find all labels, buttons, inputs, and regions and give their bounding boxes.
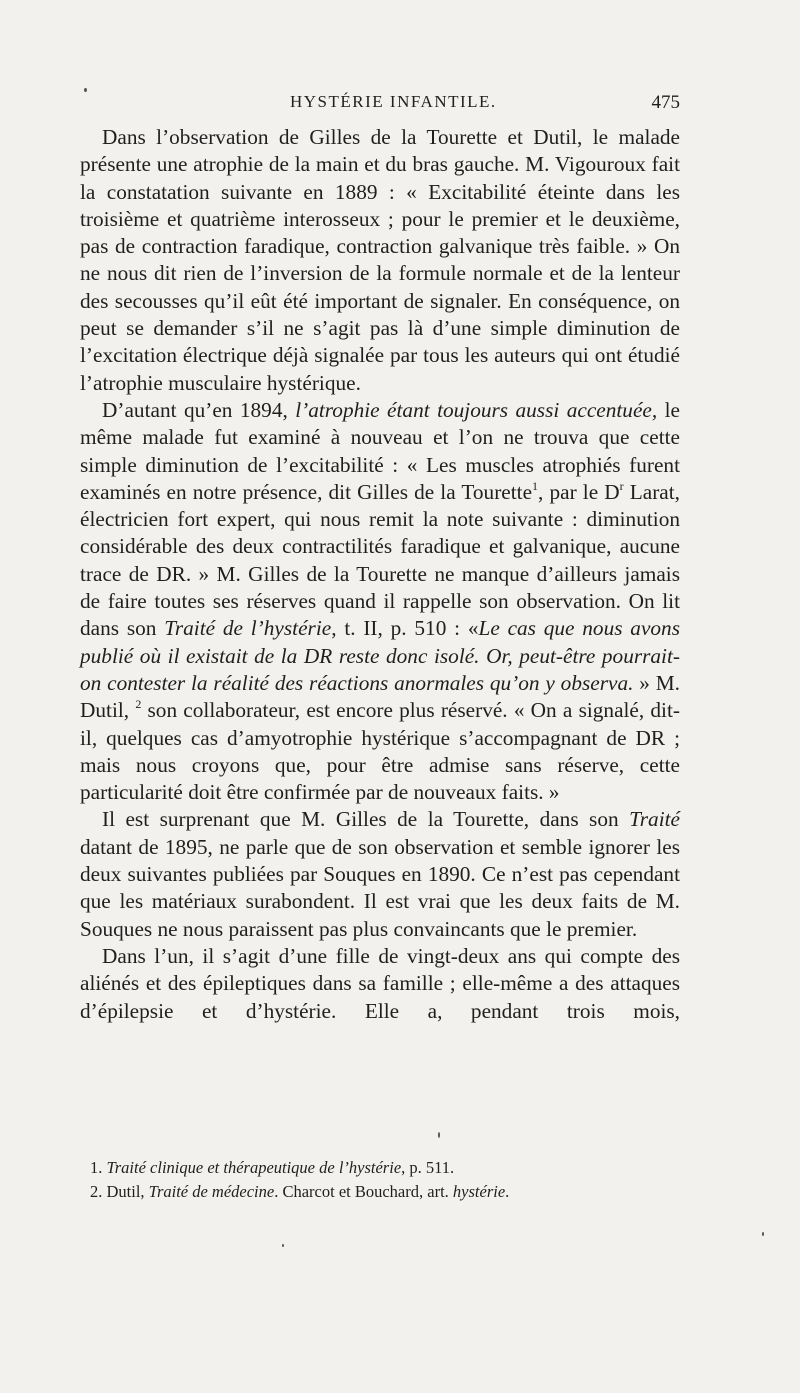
paragraph-2 bbox=[80, 397, 680, 806]
footnote-text: , p. 511. bbox=[401, 1158, 455, 1177]
superscript-r: r bbox=[619, 478, 624, 493]
text-span: , par le D bbox=[538, 479, 620, 504]
italic-span: Traité de l’hystérie bbox=[164, 616, 332, 641]
paper-speck bbox=[282, 1244, 284, 1247]
footnote-text: . Charcot et Bouchard, art. bbox=[274, 1182, 453, 1201]
paper-speck bbox=[84, 88, 87, 92]
text-span: Larat, électricien fort expert, qui nous remit la note suivante : diminution considérable des deux contractilités faradique et galvanique, aucune trace de DR. » M. Gilles de la Tourette ne manque d’ailleurs jamais de faire toutes ses réserves quand il rappelle son observation. On lit dans son bbox=[80, 479, 680, 641]
page-header bbox=[80, 92, 680, 114]
italic-span: Traité bbox=[629, 807, 680, 832]
footnotes bbox=[90, 1156, 690, 1204]
footnote-text: . bbox=[505, 1182, 510, 1201]
footnote-number: 1. bbox=[90, 1158, 103, 1177]
paragraph-3 bbox=[80, 806, 680, 942]
footnote-article: hystérie bbox=[452, 1182, 506, 1201]
text-span: son collaborateur, est encore plus réservé. « On a signalé, dit-il, quelques cas d’amyotrophie hystérique s’accompagnant de DR ; mais nous croyons que, pour être admise sans réserve, cette particularité doit être confirmée par de nouveaux faits. » bbox=[80, 698, 680, 805]
footnote-title: Traité clinique et thérapeutique de l’hystérie bbox=[106, 1158, 402, 1177]
footnote-ref-2[interactable]: 2 bbox=[135, 697, 142, 712]
text-span: » M. Dutil, bbox=[80, 670, 680, 723]
running-title: HYSTÉRIE INFANTILE. bbox=[290, 92, 497, 111]
text-span: , t. II, p. 510 : « bbox=[331, 616, 479, 641]
footnote-ref-1[interactable]: 1 bbox=[532, 478, 539, 493]
paper-speck bbox=[438, 1132, 440, 1138]
footnote-2 bbox=[90, 1180, 690, 1204]
footnote-title: Traité de médecine bbox=[148, 1182, 275, 1201]
body-text bbox=[80, 124, 680, 1025]
paragraph-4: Dans l’un, il s’agit d’une fille de vingt-deux ans qui compte des aliénés et des épileptiques dans sa famille ; elle-même a des attaques d’épilepsie et d’hystérie. Elle a, pendant trois mois, bbox=[80, 943, 680, 1023]
italic-quote: Le cas que nous avons publié où il existait de la DR reste donc isolé. Or, peut-être pourrait-on contester la réalité des réactions anormales qu’on y observa. bbox=[80, 616, 680, 695]
text-span: Il est surprenant que M. Gilles de la Tourette, dans son bbox=[102, 807, 630, 832]
footnote-1 bbox=[90, 1156, 690, 1180]
page-number: 475 bbox=[651, 92, 680, 113]
text-span: D’autant qu’en 1894, bbox=[102, 397, 296, 422]
paper-speck bbox=[762, 1232, 764, 1236]
text-span: datant de 1895, ne parle que de son observation et semble ignorer les deux suivantes publiées par Souques en 1890. Ce n’est pas cependant que les matériaux surabondent. Il est vrai que les deux faits de M. Souques ne nous paraissent pas plus convaincants que le premier. bbox=[80, 834, 680, 941]
footnote-number: 2. bbox=[90, 1182, 103, 1201]
text-span: le même malade fut examiné à nouveau et l’on ne trouva que cette simple diminution de l’excitabilité : « Les muscles atrophiés furent examinés en notre présence, dit Gilles de la Tourette bbox=[80, 397, 681, 504]
footnote-text: Dutil, bbox=[106, 1182, 149, 1201]
paragraph-1: Dans l’observation de Gilles de la Tourette et Dutil, le malade présente une atrophie de la main et du bras gauche. M. Vigouroux fait la constatation suivante en 1889 : « Excitabilité éteinte dans les troisième et quatrième interosseux ; pour le premier et le deuxième, pas de contraction faradique, contraction galvanique très faible. » On ne nous dit rien de l’inversion de la formule normale et de la lenteur des secousses qu’il eût été important de signaler. En conséquence, on peut se demander s’il ne s’agit pas là d’une simple diminution de l’excitation électrique déjà signalée par tous les auteurs qui ont étudié l’atrophie musculaire hystérique. bbox=[80, 125, 680, 395]
italic-span: l’atrophie étant toujours aussi accentuée, bbox=[295, 397, 658, 422]
